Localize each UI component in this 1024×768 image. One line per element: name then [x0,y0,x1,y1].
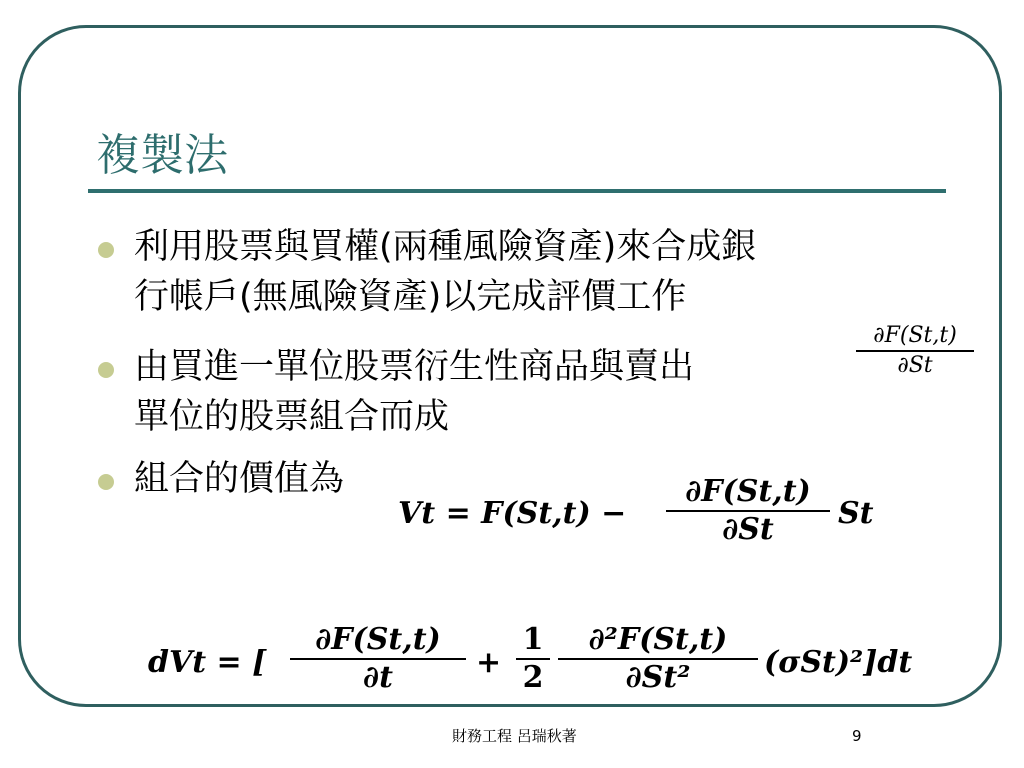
hedge-ratio-formula [856,322,974,380]
portfolio-value-lhs: Vt = F(St,t) − [398,496,627,531]
dv-half-numerator: 1 [522,622,544,657]
hedge-ratio-denominator: ∂St [897,353,933,378]
bullet-text-2: 由買進一單位股票衍生性商品與賣出 單位的股票組合而成 [134,347,695,437]
dv-fraction-2-numerator: ∂²F(St,t) [588,622,728,657]
dv-fraction-1-denominator: ∂t [363,660,393,695]
portfolio-fraction-denominator: ∂St [722,512,774,547]
dv-lhs: dVt = [ [148,645,267,680]
bullet-marker-3 [98,474,114,490]
portfolio-fraction-numerator: ∂F(St,t) [685,474,811,509]
dv-half-denominator: 2 [522,660,544,695]
page-number: 9 [852,727,862,745]
hedge-ratio-numerator: ∂F(St,t) [873,323,957,348]
dv-tail: (σSt)²]dt [764,645,913,680]
dv-plus: + [476,645,502,680]
bullet-marker-2 [98,362,114,378]
dv-fraction-1 [290,622,466,696]
dv-fraction-2-denominator: ∂St² [625,660,691,695]
slide-title: 複製法 [96,130,228,181]
title-underline [88,189,946,193]
dv-fraction-2 [558,622,758,696]
portfolio-value-tail: St [838,496,874,531]
dv-half [516,622,550,696]
bullet-text-3: 組合的價值為 [134,459,345,499]
bullet-text-1: 利用股票與買權(兩種風險資產)來合成銀 行帳戶(無風險資產)以完成評價工作 [134,227,757,317]
portfolio-value-fraction [666,474,830,548]
bullet-marker-1 [98,242,114,258]
dv-fraction-1-numerator: ∂F(St,t) [315,622,441,657]
footer-text: 財務工程 呂瑞秋著 [452,727,577,745]
